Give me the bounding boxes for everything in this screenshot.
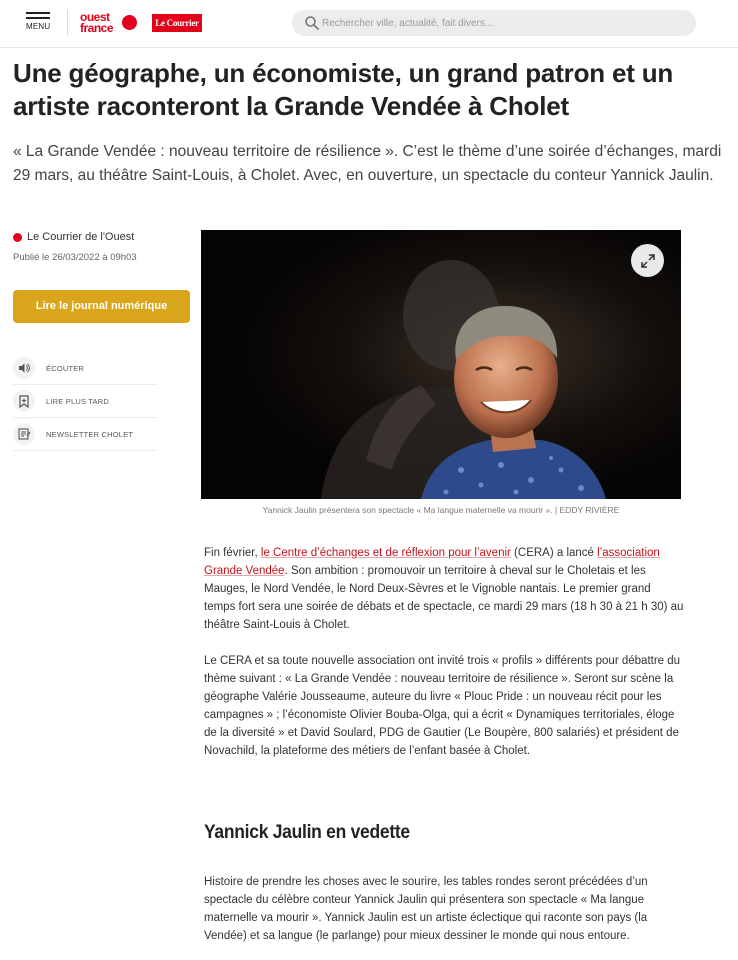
- article-paragraph-1: [204, 544, 684, 634]
- article-title: Une géographe, un économiste, un grand patron et un artiste raconteront la Grande Vendée à Cholet: [13, 58, 674, 121]
- article-paragraph-3: Histoire de prendre les choses avec le sourire, les tables rondes seront précédées d’un spectacle du célèbre conteur Yannick Jaulin qui présentera son spectacle « Ma langue maternelle va mourir ». Yannick Jaulin est un artiste éclectique qui raconte son pays (la Vendée) et sa langue (le parlange) pour mieux dessiner le monde qui nous entoure.: [204, 876, 648, 942]
- paragraph-text: . Son ambition : promouvoir un territoire à cheval sur le Choletais et les Mauges, le Nord Vendée, le Nord Deux-Sèvres et le Vignoble nantais. Le premier grand temps fort sera une soirée de débats et de spectacle, ce mardi 29 mars (18 h 30 à 21 h 30) au théâtre Saint-Louis à Cholet.: [204, 565, 684, 631]
- article-actions: [13, 352, 157, 451]
- paragraph-text: (CERA) a lancé: [510, 547, 598, 559]
- read-digital-paper-button[interactable]: Lire le journal numérique: [13, 290, 190, 323]
- article-source[interactable]: [13, 231, 134, 243]
- newsletter-label: NEWSLETTER CHOLET: [46, 429, 134, 439]
- newsletter-icon: [13, 423, 35, 445]
- logo-text-ouest: ouest: [80, 10, 110, 24]
- hamburger-bar: [26, 17, 50, 19]
- publish-date: Publié le 26/03/2022 à 09h03: [13, 252, 137, 263]
- hamburger-icon: [26, 12, 50, 14]
- link-association-grande-vendee[interactable]: l’association Grande Vendée: [204, 547, 660, 577]
- ouest-france-logo[interactable]: [80, 12, 138, 34]
- search-bar[interactable]: [292, 10, 696, 36]
- link-cera[interactable]: le Centre d’échanges et de réflexion pour l’avenir: [260, 547, 511, 559]
- search-icon: [304, 15, 320, 31]
- search-input[interactable]: [322, 13, 682, 33]
- article-lead: « La Grande Vendée : nouveau territoire de résilience ». C’est le thème d’une soirée d’échanges, mardi 29 mars, au théâtre Saint-Louis, à Cholet. Avec, en ouverture, un spectacle du conteur Yannick Jaulin.: [13, 143, 722, 184]
- source-logo-icon: [13, 233, 22, 242]
- article-photo[interactable]: [201, 230, 681, 499]
- paragraph-text: Fin février,: [204, 547, 261, 559]
- performer-photo-illustration: [201, 230, 681, 499]
- logo-dot-icon: [122, 15, 137, 30]
- site-header: [0, 0, 738, 48]
- listen-label: ÉCOUTER: [46, 363, 85, 373]
- header-divider: [67, 10, 68, 36]
- source-name: Le Courrier de l'Ouest: [27, 231, 135, 243]
- speaker-icon: [13, 357, 35, 379]
- read-later-button[interactable]: [13, 385, 157, 418]
- listen-button[interactable]: [13, 352, 157, 385]
- photo-caption: Yannick Jaulin présentera son spectacle « Ma langue maternelle va mourir ». | EDDY RIVIÈRE: [262, 505, 620, 515]
- expand-photo-button[interactable]: [631, 244, 664, 277]
- newsletter-button[interactable]: [13, 418, 157, 451]
- article-paragraph-2: Le CERA et sa toute nouvelle association ont invité trois « profils » différents pour débattre du thème suivant : « La Grande Vendée : nouveau territoire de résilience ». Seront sur scène la géographe Valérie Jousseaume, auteure du livre « Plouc Pride : un nouveau récit pour les campagnes » ; l’économiste Olivier Bouba-Olga, qui a écrit « Dynamiques territoriales, éloge de la diversité » et David Soulard, PDG de Gautier (Le Boupère, 800 salariés) et président de Novachild, la plateforme des métiers de l’enfant basée à Cholet.: [204, 655, 681, 757]
- logo-text-france: france: [80, 21, 114, 35]
- menu-label: MENU: [26, 22, 51, 31]
- expand-icon: [640, 253, 656, 269]
- bookmark-icon: [13, 390, 35, 412]
- section-heading: Yannick Jaulin en vedette: [204, 822, 410, 843]
- menu-button[interactable]: [26, 12, 54, 31]
- le-courrier-logo[interactable]: Le Courrier: [152, 14, 202, 32]
- read-later-label: LIRE PLUS TARD: [46, 396, 109, 406]
